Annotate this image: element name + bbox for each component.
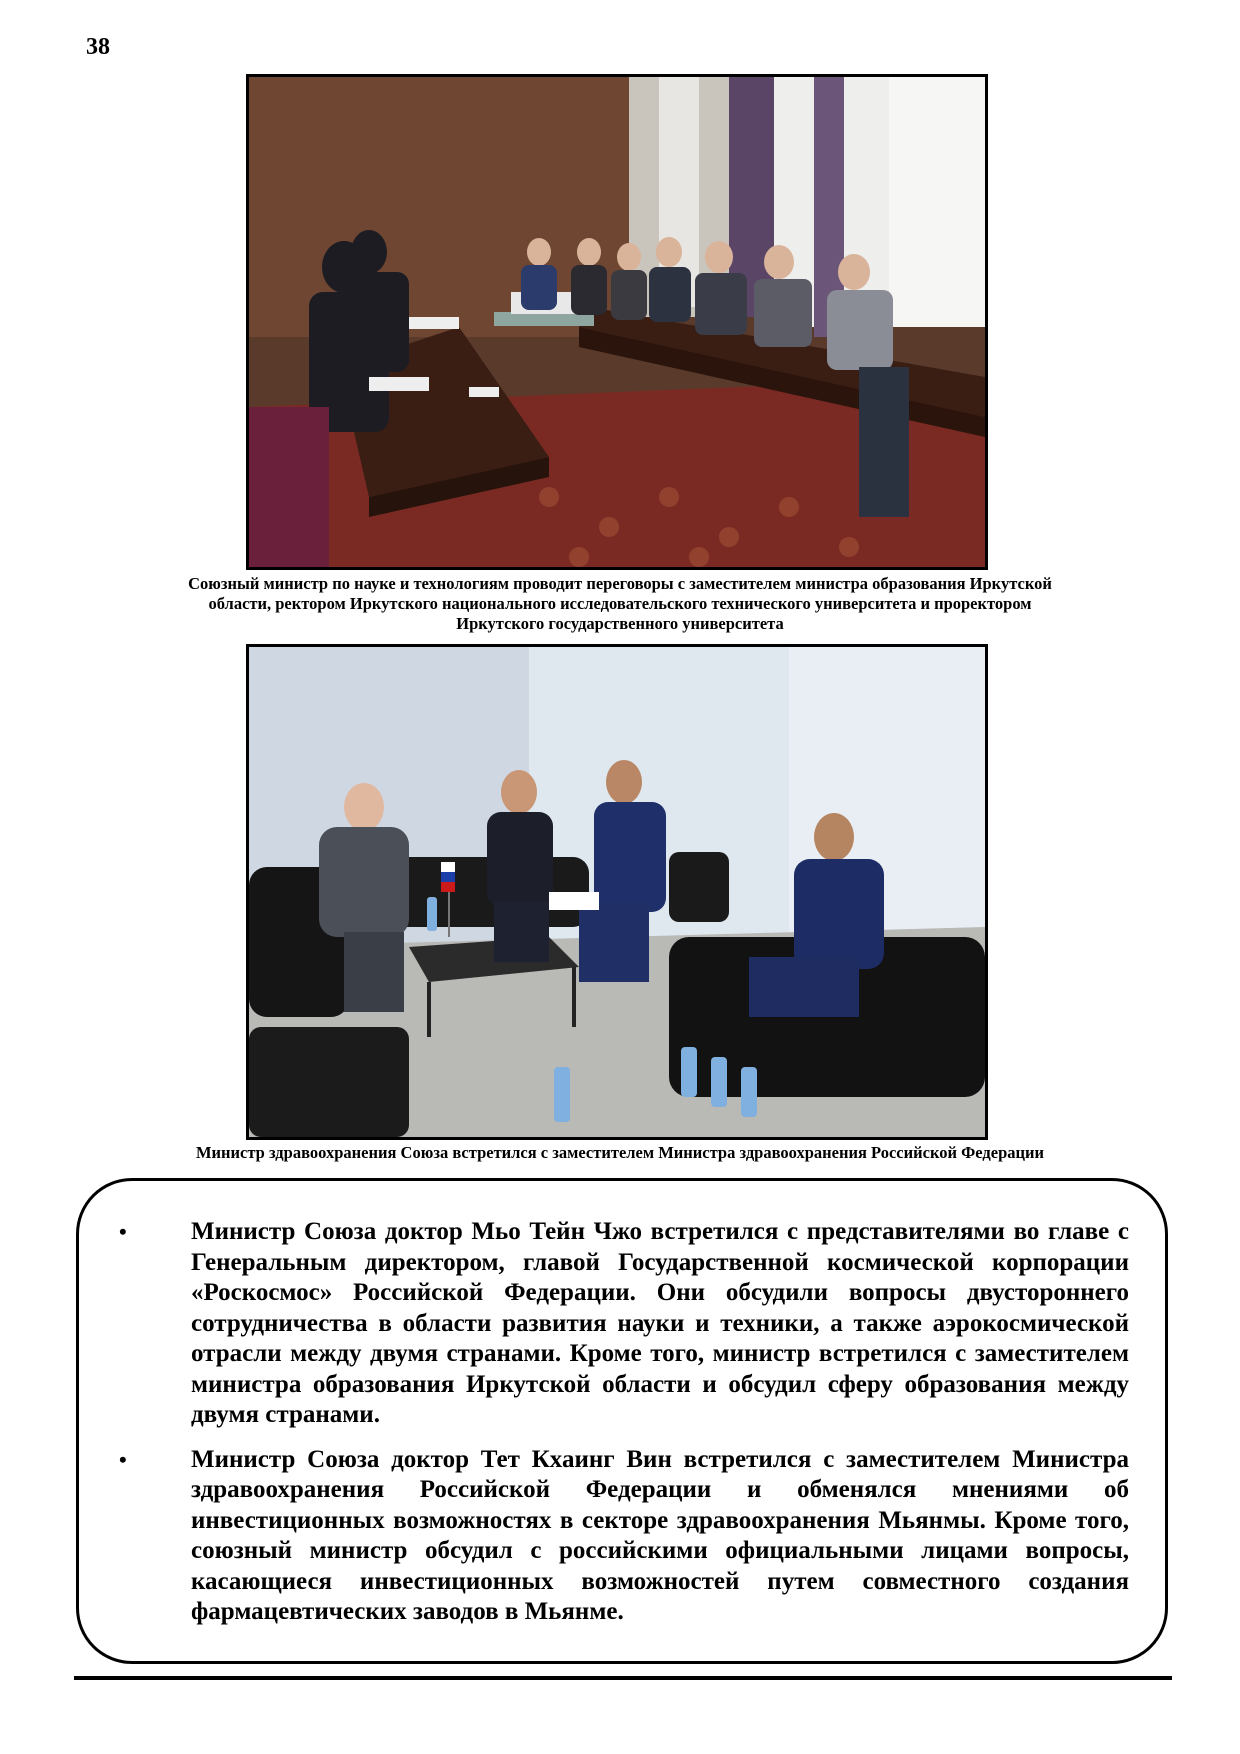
meeting-photo-health (246, 644, 988, 1140)
summary-bullet-text: Министр Союза доктор Мьо Тейн Чжо встретился с представителями во главе с Генеральным директором, главой Государственной космической корпорации «Роскосмос» Российской Федерации. Они обсудили вопросы двустороннего сотрудничества в области развития науки и техники, а также аэрокосмической отрасли между двумя странами. Кроме того, министр встретился с заместителем министра образования Иркутской области и обсудил сферу образования между двумя странами. (191, 1218, 1129, 1428)
figure-caption-1: Союзный министр по науке и технологиям проводит переговоры с заместителем министра образования Иркутской области, ректором Иркутского национального исследовательского технического университета и проректором Иркутского государственного университета (188, 574, 1052, 633)
summary-bullet-1 (107, 1217, 1129, 1431)
bullet-icon: • (119, 1446, 127, 1472)
meeting-photo-science (246, 74, 988, 570)
figure-caption-2: Министр здравоохранения Союза встретился с заместителем Министра здравоохранения Российской Федерации (195, 1143, 1045, 1162)
summary-box (76, 1178, 1168, 1664)
bottom-divider (74, 1676, 1172, 1680)
summary-list (107, 1217, 1129, 1642)
page-number: 38 (86, 34, 110, 60)
summary-bullet-text: Министр Союза доктор Тет Кхаинг Вин встретился с заместителем Министра здравоохранения Российской Федерации и обменялся мнениями об инвестиционных возможностях в секторе здравоохранения Мьянмы. Кроме того, союзный министр обсудил с российскими официальными лицами вопросы, касающиеся инвестиционных возможностей путем совместного создания фармацевтических заводов в Мьянме. (191, 1445, 1129, 1625)
bullet-icon: • (119, 1219, 127, 1244)
summary-bullet-2 (107, 1445, 1129, 1628)
